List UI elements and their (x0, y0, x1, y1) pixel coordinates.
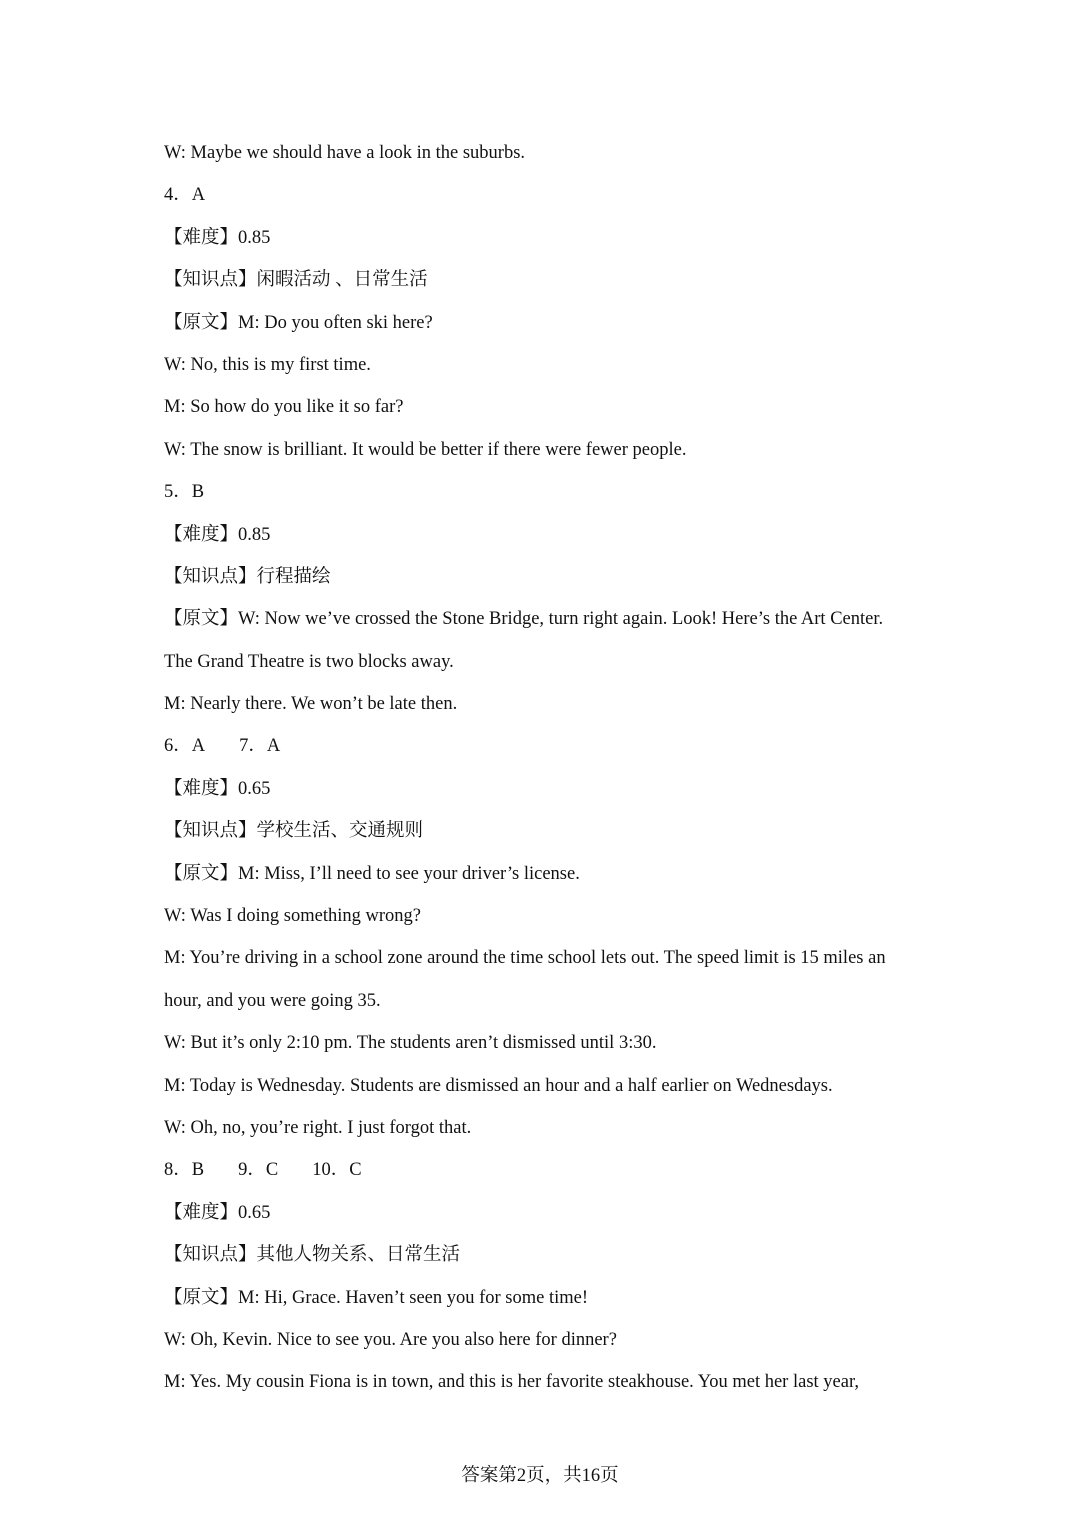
text-line: hour, and you were going 35. (164, 990, 381, 1011)
text-line: M: Nearly there. We won’t be late then. (164, 694, 458, 715)
answer-line: 4．A (164, 185, 206, 206)
transcript-line: 【原文】M: Miss, I’ll need to see your driver’s license. (164, 863, 580, 884)
text-line: M: So how do you like it so far? (164, 397, 404, 418)
answer-line (164, 1149, 924, 1191)
text-line: M: Today is Wednesday. Students are dismissed an hour and a half earlier on Wednesdays. (164, 1075, 833, 1096)
answer-item: 10．C (312, 1160, 362, 1181)
answer-content (164, 132, 924, 1404)
knowledge-point-line: 【知识点】其他人物关系、日常生活 (164, 1245, 461, 1266)
knowledge-point-line: 【知识点】闲暇活动 、日常生活 (164, 270, 428, 291)
knowledge-point-line: 【知识点】行程描绘 (164, 566, 331, 587)
text-line: W: Oh, no, you’re right. I just forgot that. (164, 1117, 472, 1138)
text-line: W: The snow is brilliant. It would be better if there were fewer people. (164, 439, 687, 460)
answer-item: 6．A (164, 736, 206, 757)
difficulty-line: 【难度】0.65 (164, 778, 271, 799)
answer-item: 8．B (164, 1160, 205, 1181)
transcript-line: 【原文】M: Do you often ski here? (164, 312, 433, 333)
text-line: The Grand Theatre is two blocks away. (164, 651, 454, 672)
difficulty-line: 【难度】0.85 (164, 524, 271, 545)
text-line: W: Maybe we should have a look in the suburbs. (164, 143, 526, 163)
text-line: W: But it’s only 2:10 pm. The students aren’t dismissed until 3:30. (164, 1033, 657, 1054)
text-line: W: Oh, Kevin. Nice to see you. Are you also here for dinner? (164, 1329, 617, 1350)
transcript-line: 【原文】M: Hi, Grace. Haven’t seen you for some time! (164, 1287, 589, 1308)
page-footer: 答案第2页，共16页 (461, 1466, 619, 1486)
answer-line: 5．B (164, 482, 205, 503)
text-line: W: No, this is my first time. (164, 354, 371, 375)
text-line: W: Was I doing something wrong? (164, 906, 421, 927)
text-line: M: Yes. My cousin Fiona is in town, and this is her favorite steakhouse. You met her last year, (164, 1372, 860, 1393)
difficulty-line: 【难度】0.65 (164, 1202, 271, 1223)
answer-item: 9．C (238, 1160, 279, 1181)
transcript-line: 【原文】W: Now we’ve crossed the Stone Bridge, turn right again. Look! Here’s the Art Center. (164, 609, 884, 630)
knowledge-point-line: 【知识点】学校生活、交通规则 (164, 821, 424, 842)
answer-line (164, 725, 924, 767)
difficulty-line: 【难度】0.85 (164, 227, 271, 248)
text-line: M: You’re driving in a school zone around the time school lets out. The speed limit is 15 miles an (164, 948, 886, 969)
answer-item: 7．A (239, 736, 281, 757)
